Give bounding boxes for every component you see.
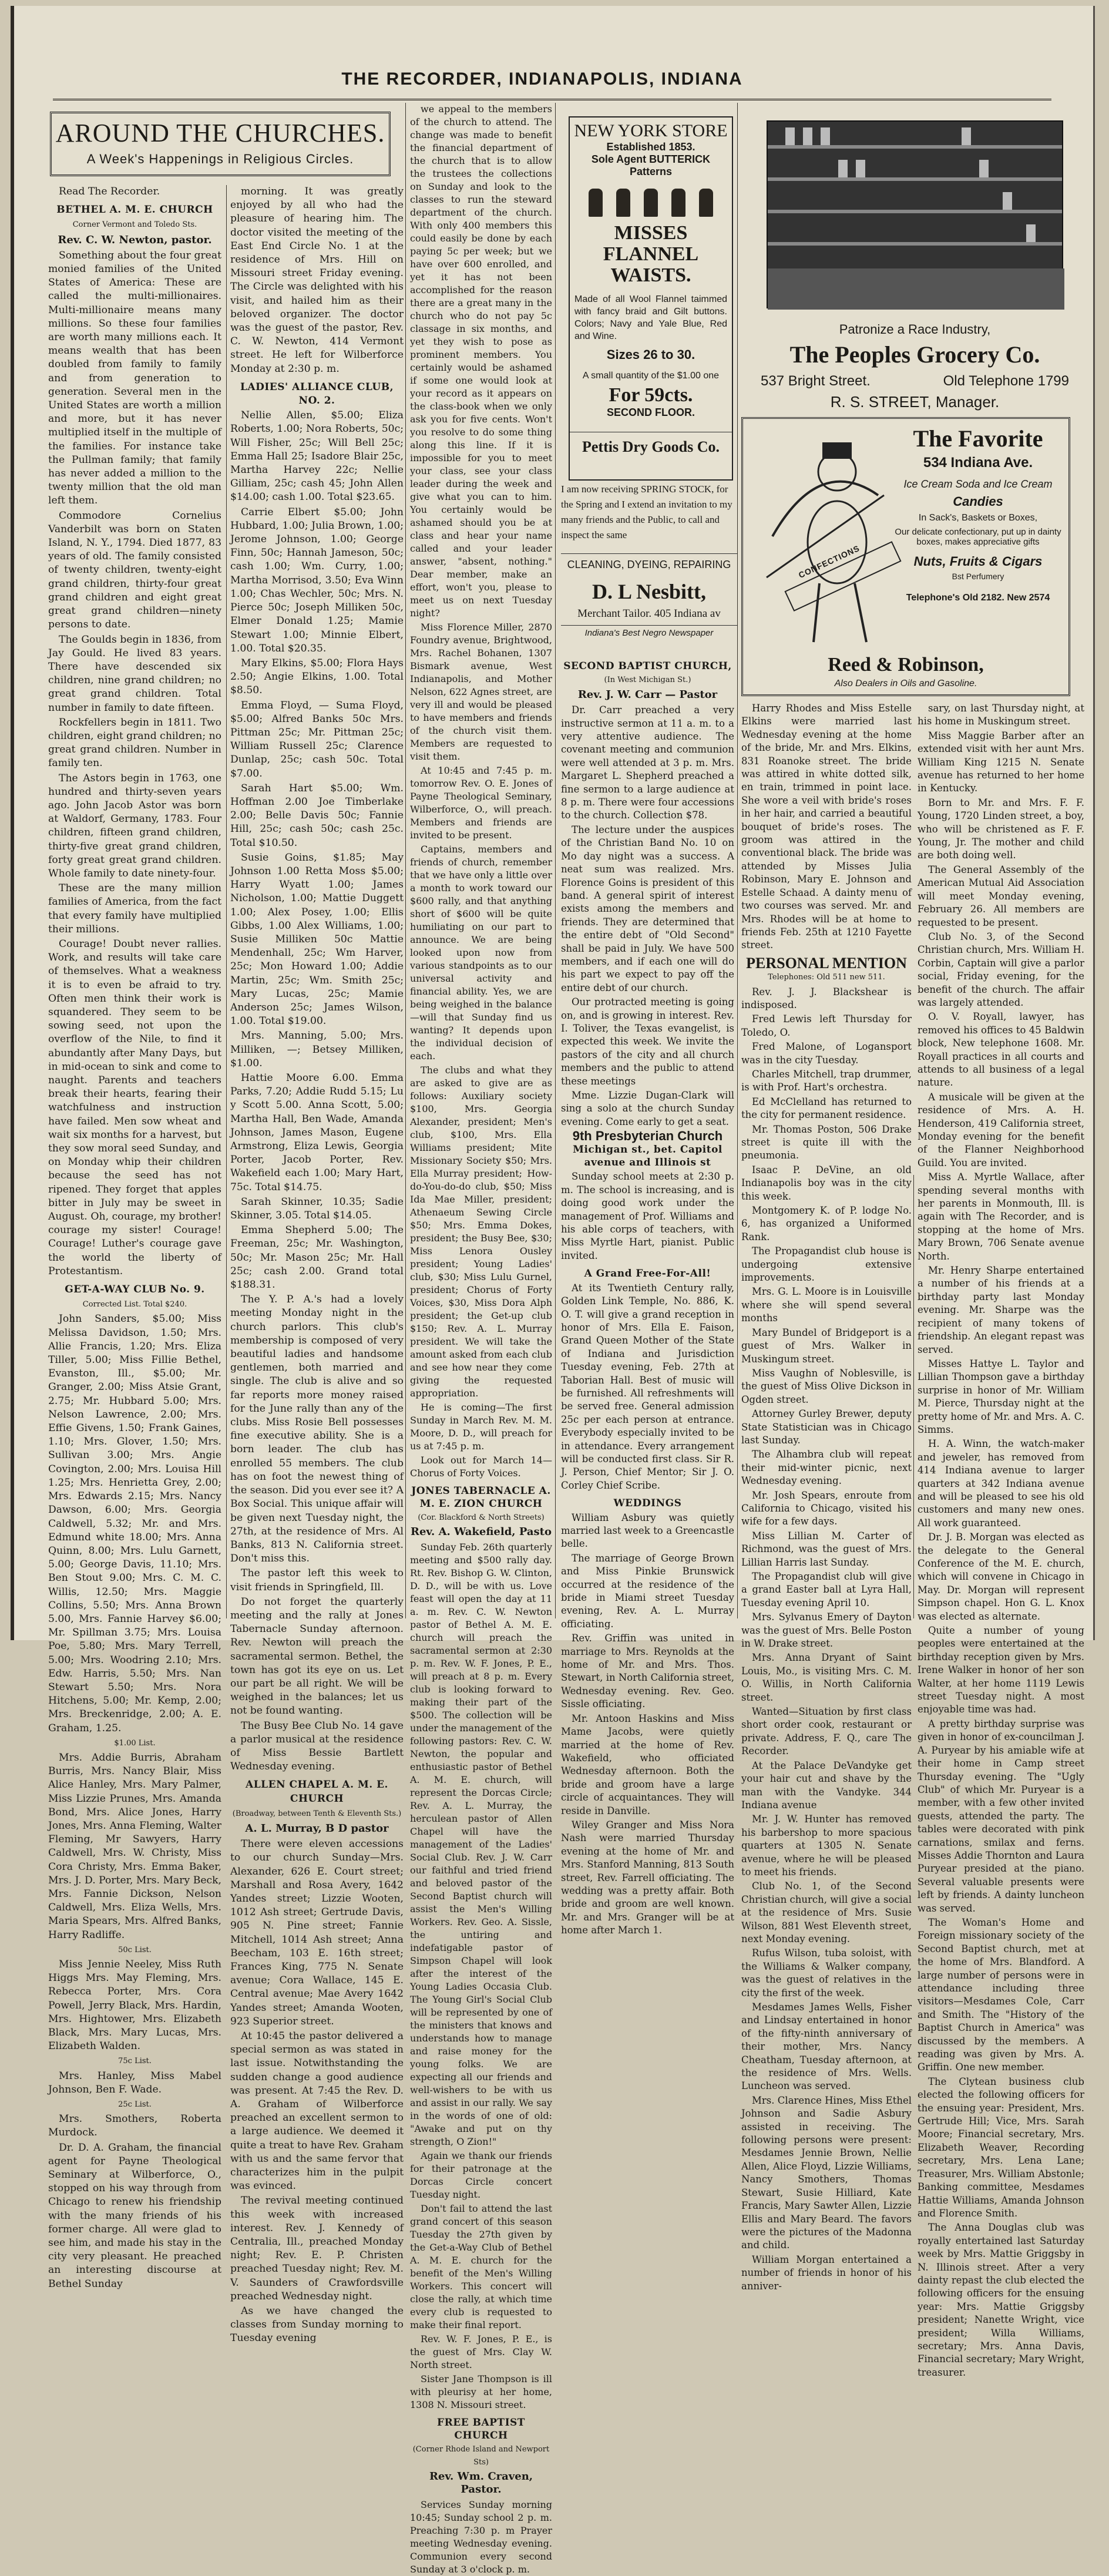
personal-item: Club No. 1, of the Second Christian church, will give a social at the residence of Mrs. Susie Wilson, 881 West Eleventh street, next Monday evening.	[741, 1880, 912, 1944]
second-baptist-heading: SECOND BAPTIST CHURCH,	[563, 660, 732, 672]
feature-subtitle: A Week's Happenings in Religious Circles.	[86, 152, 354, 166]
personal-item: Wanted—Situation by first class short order cook, restaurant or private. Address, F. Q., care The Recorder.	[741, 1706, 912, 1757]
article-paragraph: Wiley Granger and Miss Nora Nash were married Thursday evening at the home of Mr. and Mrs. Stanford Manning, 813 South street, Rev. Farrell officiating. The wedding was a pretty affair. Both bride and groom are well known. Mr. and Mrs. Granger will be at home after March 1.	[561, 1819, 734, 1936]
favorite-line: Bst Perfumery	[952, 572, 1004, 581]
bethel-pastor: Rev. C. W. Newton, pastor.	[58, 233, 212, 246]
second-baptist-location: (In West Michigan St.)	[604, 676, 691, 685]
ninth-presbyterian-heading: 9th Presbyterian Church	[572, 1129, 723, 1144]
article-paragraph: Look out for March 14—Chorus of Forty Voices.	[410, 1455, 552, 1479]
club-list: Emma Floyd, — Suma Floyd, $5.00; Alfred Banks 50c Mrs. Pittman 25c; Mr. Pittman 25c; William Russell 25c; Clarence Dunlap, 25c; cash 50c. Total $7.00.	[230, 699, 404, 780]
personal-item: O. V. Royall, lawyer, has removed his offices to 45 Baldwin block, New telephone 1608. Mr. Royall practices in all courts and attends to all business of a legal nature.	[918, 1011, 1084, 1089]
ad-sizes: Sizes 26 to 30.	[606, 347, 695, 362]
club-list: Mrs. Addie Burris, Abraham Burris, Mrs. Nancy Blair, Miss Alice Hanley, Mrs. Mary Palmer, Miss Lizzie Prunes, Mrs. Amanda Bond, Mrs. Alice Jones, Harry Jones, Mrs. Anna Fleming, Walter Fleming, Mr Sawyers, Harry Caldwell, Mrs. W. Christy, Miss Cora Christy, Mrs. Emma Baker, Mrs. J. D. Porter, Mrs. Mary Beck, Mrs. Fannie Dickson, Nelson Caldwell, Mrs. Eliza Wells, Mrs. Maria Spears, Mrs. Alfred Banks, Harry Radliffe.	[48, 1751, 222, 1941]
article-paragraph: we appeal to the members of the church to attend. The change was made to benefit the financial department of the church that is to allow the trustees the collections on Sunday and look to the classes to run the steward department of the church. With only 400 members this could easily be done by each paying 5c per week; but we have over 600 enrolled, and yet it has not been accomplished for the reason there are a great many in the church who do not pay 5c classage in six months, and yet they wish to pose as prominent members. You certainly would be ashamed if some one would look at your record as it appears on the class-book when we only ask you for five cents. Won't you resolve to do some thing along this line. If it is impossible for you to meet your class, see your class leader during the week and give what you can to him. You certainly would be ashamed should you be at class and hear your name called and your leader answer, "absent, nothing." Dear member, make an effort, won't you, please to meet us on next Tuesday night?	[410, 103, 552, 619]
personal-item: Montgomery K. of P. lodge No. 6, has organized a Uniformed Rank.	[741, 1205, 912, 1242]
allen-location: (Broadway, between Tenth & Eleventh Sts.)	[232, 1809, 402, 1818]
jones-heading: JONES TABERNACLE A. M. E. ZION CHURCH	[411, 1485, 551, 1510]
personal-item: Ed McClelland has returned to the city for permanent residence.	[741, 1096, 912, 1121]
article-paragraph: Don't fail to attend the last grand concert of this season Tuesday the 27th given by the Get-a-Way Club of Bethel A. M. E. church for the benefit of the Men's Willing Workers. This concert will close the rally, at which time every club is requested to make their final report.	[410, 2203, 552, 2330]
column-divider	[913, 1175, 914, 1618]
favorite-line: Our delicate confectionary, put up in dainty boxes, makes appreciative gifts	[895, 527, 1061, 547]
column-6	[918, 702, 1084, 2378]
article-paragraph: morning. It was greatly enjoyed by all who had the pleasure of hearing him. The doctor visited the meeting of the East End Circle No. 1 at the residence of Mrs. Hill on Missouri street Friday evening. The Circle was delighted with his visit, and hailed him as their beloved organizer. The doctor was the guest of the pastor, Rev. C. W. Newton, 414 Vermont street. He left for Wilberforce Monday at 2:30 p. m.	[230, 186, 404, 375]
weddings-heading: WEDDINGS	[613, 1497, 682, 1510]
masthead-rule	[53, 99, 1051, 100]
personal-item: sary, on last Thursday night, at his home in Muskingum street.	[918, 703, 1084, 727]
confections-banner: CONFECTIONS	[797, 543, 861, 580]
club-list: Mrs. Smothers, Roberta Murdock.	[48, 2113, 221, 2139]
article-paragraph: Our protracted meeting is going on, and is growing in interest. Rev. I. Toliver, the Texas evangelist, is expected this week. We invite the pastors of the city and all church members and the public to attend these meetings	[561, 996, 734, 1087]
column-1	[48, 185, 222, 2290]
favorite-name: The Favorite	[913, 425, 1043, 452]
allen-pastor: A. L. Murray, B D pastor	[245, 1822, 389, 1835]
personal-item: Mrs. Sylvanus Emery of Dayton was the guest of Mrs. Belle Poston in W. Drake street.	[741, 1611, 912, 1650]
article-paragraph: The revival meeting continued this week with increased interest. Rev. J. Kennedy of Centralia, Ill., preached Monday night; Rev. E. P. Christen preached Tuesday night; Rev. M. V. Saunders of Crawfordsville preached Wednesday night.	[230, 2195, 404, 2302]
grocery-manager: R. S. STREET, Manager.	[830, 393, 1000, 411]
personal-item: Attorney Gurley Brewer, deputy State Statistician was in Chicago last Sunday.	[741, 1408, 912, 1446]
article-paragraph: The Goulds begin in 1836, from Jay Gould. He lived 83 years. There have descended six children, nine grand children; no great grand children. Total number in family to date fifteen.	[48, 633, 221, 714]
column-4	[561, 655, 734, 1936]
grocery-name: The Peoples Grocery Co.	[789, 341, 1040, 368]
favorite-ad	[741, 417, 1070, 696]
jones-pastor: Rev. A. Wakefield, Pasto	[411, 1526, 552, 1538]
personal-item: The General Assembly of the American Mutual Aid Association will meet Monday evening, February 26. All members are requested to be present.	[918, 864, 1084, 928]
article-paragraph: The marriage of George Brown and Miss Pinkie Brunswick occurred at the residence of the bride in Miami street Tuesday evening, Rev. A. L. Murray officiating.	[561, 1552, 734, 1630]
personal-item: At the Palace DeVandyke get your hair cut and shave by the man with the Vandyke. 344 Indiana avenue	[741, 1759, 912, 1811]
article-paragraph: At 10:45 and 7:45 p. m. tomorrow Rev. O. E. Jones of Payne Theological Seminary, Wilberforce, O., will preach. Members and friends are invited to be present.	[410, 765, 552, 841]
personal-item: Club No. 3, of the Second Christian church, Mrs. William H. Corbin, Captain will give a parlor social, Friday evening, for the benefit of the church. The affair was largely attended.	[918, 931, 1084, 1008]
personal-item: Miss Vaughn of Noblesville, is the guest of Miss Olive Dickson in Ogden street.	[741, 1367, 912, 1405]
waists-illustration-icon	[582, 182, 720, 217]
personal-item: Quite a number of young peoples were entertained at the birthday reception given by Mrs. Irene Walker in honor of her son Walter, at her home 1119 Lewis street Tuesday night. A most enjoyable time was had.	[918, 1625, 1084, 1715]
personal-item: Miss A. Myrtle Wallace, after spending several months with her parents in Monmouth, Ill. is again with The Recorder, and is stopping at the home of Mrs. Mary Brown, 706 Senate avenue North.	[918, 1171, 1084, 1262]
free-baptist-location: (Corner Rhode Island and Newport Sts)	[412, 2445, 550, 2467]
article-paragraph: The Y. P. A.'s had a lovely meeting Monday night in the church parlors. This club's membership is composed of very beautiful ladies and handsome gentlemen, both married and single. The club is alive and so far reports more money raised for the June rally than any of the clubs. Miss Rosie Bell possesses fine executive ability. She is a born leader. The club has enrolled 55 members. The club has on foot the newest thing of the season. Did you ever see it? A Box Social. This unique affair will be given next Tuesday night, the 27th, at the residence of Mrs. Al Banks, 813 N. California street. Don't miss this.	[230, 1294, 404, 1565]
personal-item: Mrs. Clarence Hines, Miss Ethel Johnson and Sadie Asbury assisted in receiving. The following persons were present: Mesdames Jennie Brown, Nellie Allen, Alice Floyd, Lizzie Williams, Nancy Smothers, Thomas Stewart, Susie Hilliard, Kate Francis, Mary Sawter Allen, Lizzie Ellis and Mary Beard. The favors were the pictures of the Madonna and child.	[741, 2094, 912, 2251]
peoples-grocery-ad	[761, 322, 1069, 411]
personal-item: Mary Bundel of Bridgeport is a guest of Mrs. Walker in Muskingum street.	[741, 1326, 912, 1365]
new-york-store-ad	[569, 116, 733, 481]
article-paragraph: Rev. W. F. Jones, P. E., is the guest of Mrs. Clay W. North street.	[410, 2333, 552, 2370]
personal-item: William Morgan entertained a number of friends in honor of his anniver-	[741, 2253, 912, 2292]
column-divider	[555, 103, 556, 1618]
cupid-illustration-icon	[749, 431, 902, 654]
article-paragraph: William Asbury was quietly married last week to a Greencastle belle.	[561, 1512, 734, 1550]
article-paragraph: Captains, members and friends of church, remember that we have only a little over a month to work toward our $600 rally, and that anything short of $600 will be quite humiliating on our part to announce. We are being looked upon now from various standpoints as to our universal activity and financial ability. Yes, we are being weighed in the balance—will that Sunday find us wanting? It depends upon the individual decision of each.	[410, 844, 552, 1062]
list-heading: $1.00 List.	[114, 1738, 156, 1748]
second-baptist-pastor: Rev. J. W. Carr — Pastor	[577, 688, 718, 701]
club-list: Miss Jennie Neeley, Miss Ruth Higgs Mrs. May Fleming, Mrs. Rebecca Porter, Mrs. Cora Powell, Jerry Black, Mrs. Hardin, Mrs. Hightower, Mrs. Elizabeth Black, Mrs. Mary Lucas, Mrs. Elizabeth Walden.	[48, 1959, 221, 2053]
personal-item: Mr. Josh Spears, enroute from California to Chicago, visited his wife for a few days.	[741, 1489, 912, 1527]
tailor-text: I am now receiving SPRING STOCK, for the Spring and I extend an invitation to my many friends and the Public, to call and inspect the same	[561, 483, 732, 540]
personal-item: Fred Lewis left Thursday for Toledo, O.	[741, 1013, 912, 1038]
favorite-phone: Telephone's Old 2182. New 2574	[906, 593, 1050, 603]
article-paragraph: The clubs and what they are asked to give are as follows: Auxiliary society $100, Mrs. Georgia Alexander, president; Men's club, $100, Mrs. Ella Williams president; Mite Missionary Society $50; Mrs. Ella Murray president; How-do-You-do-do club, $50; Miss Ida Mae Miller, president; Athenaeum Sewing Circle $50; Mrs. Emma Dokes, president; the Busy Bee, $30; Miss Lenora Ousley president; Young Ladies' club, $30; Miss Lulu Gurnel, president; Chorus of Forty Voices, $30, Miss Dora Alph president; the Get-up club $150; Rev. A. L. Murray president. We will take the amount asked from each club and see how near they come giving the requested appropriation.	[410, 1064, 552, 1399]
article-paragraph: Services Sunday morning 10:45; Sunday school 2 p. m. Preaching 7:30 p. m Prayer meeting Wednesday evening. Communion every second Sunday at 3 o'clock p. m.	[410, 2499, 552, 2575]
club-list: John Sanders, $5.00; Miss Melissa Davidson, 1.50; Mrs. Allie Francis, 1.20; Mrs. Eliza Tiller, 5.00; Miss Fillie Bethel, Evanston, Ill., $5.00; Mr. Granger, 2.00; Miss Atsie Grant, 2.75; Mr. Hubbard 5.00; Mrs. Nelson Lawrence, 2.00; Mrs. Effie Givens, 1.50; Frank Gaines, 1.10; Mrs. Glover, 1.50; Mrs. Sullivan 3.00; Mrs. Angie Covington, 2.00; Mrs. Louisa Hill 1.25; Mrs. Henrietta Grey, 2.00; Mrs. Edwards 2.15; Mrs. Nancy Dawson, 6.00; Mrs. Georgia Caldwell, 5.32; Mr. and Mrs. Edmund white 18.00; Mrs. Anna Quinn, 8.00; Mrs. Lulu Garnett, 5.00; George Davis, 11.10; Mrs. Ben Stout 9.00; Mrs. C. M. C. Willis, 12.50; Mrs. Maggie Collins, 5.50; Mrs. Anna Brown 5.00, Mrs. Fannie Harvey $6.00; Mr. Spillman 3.75; Mrs. Louisa Poe, 5.80; Mrs. Mary Terrell, 5.00; Mrs. Woodring 2.10; Mrs. Edw. Harris, 5.50; Mrs. Nan Stewart 5.50; Mrs. Nora Hitchens, 5.00; Mr. Kemp, 2.00; Mrs. Breckenridge, 2.00; A. E. Graham, 1.25.	[48, 1313, 221, 1734]
article-paragraph: Courage! Doubt never rallies. Work, and results will take care of themselves. What a weakness it is to even be afraid to try. Often men think their work is squandered. They seem to be sowing seed, not upon the overflow of the Nile, to find it abundantly after Many Days, but in mid-ocean to sink and come to naught. Parents and teachers break their hearts, fearing their watchfulness and instruction have failed. Men sow wheat and wait six months for a harvest, but they sow moral seed Sunday, and on Monday whip their children because the seed has not ripened. They forget that apples bitter in July may be sweet in August. Oh, courage, my brother! courage my sister! Courage! Courage! Luther's courage gave the world the liberty of Protestantism.	[48, 938, 221, 1277]
column-5	[741, 702, 912, 2292]
article-paragraph: Mr. Antoon Haskins and Miss Mame Jacobs, were quietly married at the home of Rev. Wakefield, who officiated Wednesday afternoon. Both the bride and groom have a large circle of acquaintances. They will reside in Danville.	[561, 1712, 734, 1816]
personal-item: Mesdames James Wells, Fisher and Lindsay entertained in honor of the fifty-ninth anniversary of their mother, Mrs. Nancy Cheatham, Tuesday afternoon, at the residence of Mrs. Wells. Luncheon was served.	[741, 2001, 912, 2092]
ad-quantity: A small quantity of the $1.00 one	[582, 371, 720, 381]
article-paragraph: As we have changed the classes from Sunday morning to Tuesday evening	[230, 2305, 404, 2345]
feature-heading	[50, 112, 391, 176]
article-paragraph: Mme. Lizzie Dugan-Clark will sing a solo at the church Sunday evening. Come early to get a seat.	[561, 1090, 734, 1127]
feature-title: AROUND THE CHURCHES.	[55, 119, 385, 147]
article-paragraph: Do not forget the quarterly meeting and the rally at Jones Tabernacle Sunday afternoon. Rev. Newton will preach the sacramental sermon. Bethel, the town has got its eye on us. Let our part be all right. We will be weighed in the balances; let us not be found wanting.	[230, 1596, 404, 1717]
club-list: Emma Shepherd 5.00; The Freeman, 25c; Mr. Washington, 50c; Mr. Mason 25c; Mr. Hall 25c; cash 2.00. Grand total $188.31.	[230, 1224, 404, 1291]
personal-item: A pretty birthday surprise was given in honor of ex-councilman J. A. Puryear by his amiable wife at their home in Camp street Thursday evening. The "Ugly Club" of which Mr. Puryear is a member, with a few other invited guests, attended the party. The tables were decorated with pink carnations, smilax and ferns. Misses Addie Thornton and Laura Puryear presided at the piano. Several valuable presents were left by friends. A dainty luncheon was served.	[918, 1718, 1084, 1914]
personal-item: Rev. J. J. Blackshear is indisposed.	[741, 986, 912, 1010]
grocery-store-photo	[767, 120, 1063, 308]
article-paragraph: At its Twentieth Century rally, Golden Link Temple, No. 886, K. O. T. will give a grand reception in honor of Mrs. Ella E. Faison, Grand Queen Mother of the State of Indiana and Jurisdiction Tuesday evening, Feb. 27th at Taborian Hall. Best of music will be furnished. All refreshments will be served free. General admission 25c per each person at entrance. Everybody especially invited to be in attendance. Every arrangement will be conducted first class. Sir R. J. Person, Chief Mentor; Sir J. O. Corley Chief Scribe.	[561, 1282, 734, 1491]
personal-item: Miss Maggie Barber after an extended visit with her aunt Mrs. William King 1215 N. Senate avenue has returned to her home in Kentucky.	[918, 730, 1084, 794]
article-paragraph: Something about the four great monied families of the United States of America: These are called the multi-millionaires. Multi-millionaire means many millions. So these four families are worth many millions each. It means wealth that has been doubled from family to family and from generation to generation. Several men in the United States are worth a million and more, but it has never multiplied itself in the multiple of the families. For instance take the Pullman family; that family has never added a million to the twenty million that the old man left them.	[48, 249, 221, 507]
tailor-services: CLEANING, DYEING, REPAIRING	[561, 553, 737, 571]
article-paragraph: Dr. D. A. Graham, the financial agent for Payne Theological Seminary at Wilberforce, O., stopped on his way through from Chicago to renew his friendship with the many friends of his former charge. All were glad to see him, and made his stay in the city very pleasant. He preached an interesting discourse at Bethel Sunday	[48, 2141, 221, 2290]
column-divider	[405, 103, 406, 1618]
ad-agent: Sole Agent BUTTERICK Patterns	[591, 153, 711, 177]
club-heading: LADIES' ALLIANCE CLUB, NO. 2.	[240, 381, 394, 407]
personal-item: Mr. Thomas Poston, 506 Drake street is quite ill with the pneumonia.	[741, 1123, 912, 1161]
paper-slogan: Indiana's Best Negro Newspaper	[561, 625, 737, 638]
personal-item: Mr. J. W. Hunter has removed his barbershop to more spacious quarters at 1305 N. Senate avenue, where he will be pleased to meet his friends.	[741, 1813, 912, 1878]
favorite-also: Also Dealers in Oils and Gasoline.	[834, 679, 977, 688]
personal-item: Misses Hattye L. Taylor and Lillian Thompson gave a birthday surprise in honor of Mr. William M. Pierce, Thursday night at the pretty home of Mr. and Mrs. A. C. Simms.	[918, 1358, 1084, 1435]
club-list: Mary Elkins, $5.00; Flora Hays 2.50; Angie Elkins, 1.00. Total $8.50.	[230, 657, 404, 697]
column-2	[230, 185, 404, 2345]
grocery-phone: Old Telephone 1799	[943, 373, 1069, 389]
free-baptist-pastor: Rev. Wm. Craven, Pastor.	[429, 2470, 533, 2496]
read-note: Read The Recorder.	[59, 186, 160, 197]
personal-item: Fred Malone, of Logansport was in the city Tuesday.	[741, 1041, 912, 1066]
article-paragraph: These are the many million families of America, from the fact that every family have multiplied their millions.	[48, 882, 221, 935]
personal-item: Charles Mitchell, trap drummer, is with Prof. Hart's orchestra.	[741, 1068, 912, 1093]
grocery-address: 537 Bright Street.	[761, 373, 871, 389]
club-list: Mrs. Hanley, Miss Mabel Johnson, Ben F. Wade.	[48, 2070, 221, 2095]
personal-item: Born to Mr. and Mrs. F. F. Young, 1720 Linden street, a boy, who will be christened as F. F. Young, Jr. The mother and child are both doing well.	[918, 797, 1084, 861]
bethel-heading: BETHEL A. M. E. CHURCH	[56, 204, 213, 216]
club-heading: GET-A-WAY CLUB No. 9.	[65, 1284, 205, 1296]
club-list: Mrs. Manning, 5.00; Mrs. Milliken, —; Betsey Milliken, $1.00.	[230, 1030, 404, 1069]
ad-store-title: NEW YORK STORE	[574, 121, 728, 140]
favorite-line: In Sack's, Baskets or Boxes,	[918, 513, 1038, 523]
article-paragraph: Commodore Cornelius Vanderbilt was born on Staten Island, N. Y., 1794. Died 1877, 83 years of old. The family consisted of twenty children, twenty-eight grand children, thirty-four great grand children and eight great great grand children—ninety persons to date.	[48, 509, 221, 631]
personal-item: The Anna Douglas club was royally entertained last Saturday week by Mrs. Mattie Griggsby in N. Illinois street. After a very dainty repast the club elected the following officers for the ensuing year: Mrs. Mattie Griggsby president; Nanette Wright, vice president; Willa Williams, secretary; Mrs. Anna Davis, Financial secretary; Mary Wright, treasurer.	[918, 2222, 1084, 2378]
club-list: Sarah Skinner, 10.35; Sadie Skinner, 3.05. Total $14.05.	[230, 1195, 404, 1222]
list-heading: 75c List.	[118, 2057, 152, 2066]
free-for-all-heading: A Grand Free-For-All!	[584, 1268, 711, 1280]
personal-item: Isaac P. DeVine, an old Indianapolis boy was in the city this week.	[741, 1164, 912, 1202]
column-divider	[226, 185, 227, 1618]
personal-item: The Propagandist club will give a grand Easter ball at Lyra Hall, Tuesday evening April 10.	[741, 1571, 912, 1608]
club-list: Sarah Hart $5.00; Wm. Hoffman 2.00 Joe Timberlake 2.00; Belle Davis 50c; Fannie Hill, 25c; cash 50c; cash 25c. Total $10.50.	[230, 782, 404, 849]
personal-mention-heading: PERSONAL MENTION	[746, 954, 907, 972]
personal-item: Mrs. Anna Dryant of Saint Louis, Mo., is visiting Mrs. C. M. O. Willis, in North California street.	[741, 1652, 912, 1703]
favorite-line: Ice Cream Soda and Ice Cream	[903, 478, 1053, 490]
club-list: Nellie Allen, $5.00; Eliza Roberts, 1.00; Nora Roberts, 50c; Will Fisher, 25c; Will Bell 25c; Emma Hall 25; Isadore Blair 25c, Martha Harvey 22c; Nellie Gilliam, 25c; cash 45; John Allen $14.00; cash 1.00. Total $23.65.	[230, 409, 404, 503]
list-heading: 25c List.	[118, 2100, 152, 2110]
article-paragraph: Harry Rhodes and Miss Estelle Elkins were married last Wednesday evening at the home of the bride, Mr. and Mrs. Elkins, 831 Roanoke street. The bride was attired in white dotted silk, en train, trimmed in point lace. She wore a veil with bride's roses in her hair, and carried a beautiful bouquet of bride's roses. The groom was attired in the conventional black. The bride was attended by Misses Julia Robinson, Mary E. Johnson and Estelle Schaad. A dainty menu of two courses was served. Mr. and Mrs. Rhodes will be at home to friends Feb. 25th at 1210 Fayette street.	[741, 703, 912, 951]
article-paragraph: Miss Florence Miller, 2870 Foundry avenue, Brightwood, Mrs. Rachel Bohanen, 1307 Bismark avenue, West Indianapolis, and Mother Nelson, 622 Agnes street, are very ill and would be pleased to have members and friends of the church visit them. Members are requested to visit them.	[410, 622, 552, 762]
ad-store-name: Pettis Dry Goods Co.	[570, 432, 732, 456]
telephones: Telephones: Old 511 new 511.	[768, 973, 885, 982]
personal-item: H. A. Winn, the watch-maker and jeweler, has removed from 414 Indiana avenue to larger quarters at 342 Indiana avenue and will be pleased to see his old customers and many new ones. All work guaranteed.	[918, 1438, 1084, 1529]
tailor-ad	[561, 482, 737, 638]
ad-floor: SECOND FLOOR.	[606, 407, 695, 418]
favorite-line: Candies	[953, 494, 1003, 509]
column-divider	[737, 103, 738, 1618]
ad-headline: MISSES FLANNEL WAISTS.	[603, 222, 699, 286]
article-paragraph: At 10:45 the pastor delivered a special sermon as was stated in last issue. Notwithstanding the sudden change a good audience was present. At 7:45 the Rev. D. A. Graham of Wilberforce preached an excellent sermon to a large audience. We deemed it quite a treat to have Rev. Graham with us and the same fervor that characterizes him in the pulpit was evinced.	[230, 2030, 404, 2192]
article-paragraph: Sister Jane Thompson is ill with pleurisy at her home, 1308 N. Missouri street.	[410, 2373, 552, 2410]
personal-item: The Alhambra club will repeat their mid-winter picnic, next Wednesday evening.	[741, 1449, 912, 1487]
article-paragraph: The lecture under the auspices of the Christian Band No. 10 on Mo day night was a success. A neat sum was realized. Mrs. Florence Goins is president of this band. A general spirit of interest exists among the members and friends. They are determined that the entire debt of "Old Second" shall be paid in July. We have 500 members, and if each one will do his part we expect to pay off the entire debt of our church.	[561, 824, 734, 993]
article-paragraph: Rev. Griffin was united in marriage to Mrs. Reynolds at the home of Mr. and Mrs. Thos. Stewart, in North California street, Wednesday evening. Rev. Geo. Sissle officiating.	[561, 1633, 734, 1710]
free-baptist-heading: FREE BAPTIST CHURCH	[437, 2417, 525, 2441]
article-paragraph: Sunday school meets at 2:30 p. m. The school is increasing, and is doing good work under the management of Prof. Williams and his able corps of teachers, with Miss Myrtle Hart, pianist. Public invited.	[561, 1171, 734, 1261]
article-paragraph: Sunday Feb. 26th quarterly meeting and $500 rally day. Rt. Rev. Bishop G. W. Clinton, D. D., will be with us. Love feast will open the day at 11 a. m. Rev. C. W. Newton pastor of Bethel A. M. E. church will preach the sacramental sermon at 2:30 p. m. Rev. W. F. Jones, P. E., will preach at 8 p. m. Every club is looking forward to making their part of the $500. The collection will be under the management of the following pastors: Rev. C. W. Newton, the popular and enthusiastic pastor of Bethel A. M. E. church, will represent the Dorcas Circle; Rev. A. L. Murray, the herculean pastor of Allen Chapel will have the management of the Ladies' Social Club. Rev. J. W. Carr our faithful and tried friend and beloved pastor of the Second Baptist church will assist the Men's Willing Workers. Rev. Geo. A. Sissle, the untiring and indefatigable pastor of Simpson Chapel will look after the interest of the Young Ladies Occasia Club. The Young Girl's Social Club will be represented by one of the ministers that knows and understands how to manage and raise money for the young folks. We are expecting all our friends and well-wishers to be with us and assist in our rally. We say in the words of one of old: "Awake and put on thy strength, O Zion!"	[410, 1541, 552, 2147]
club-list: Susie Goins, $1.85; May Johnson 1.00 Retta Moss $5.00; Harry Wyatt 1.00; James Nicholson, 1.00; Mattie Duggett 1.00; Alex Posey, 1.00; Ellis Gibbs, 1.00 Alex Williams, 1.00; Susie Milliken 50c Mattie Mendenhall, 25c; Wm Harver, 25c; Mon Howard 1.00; Addie Martin, 25c; Wm. Smith 25c; Mary Lucas, 25c; Mamie Anderson 25c; James Wilson, 1.00. Total $19.00.	[230, 851, 404, 1027]
article-paragraph: The Astors begin in 1763, one hundred and thirty-seven years ago. John Jacob Astor was born at Waldorf, Germany, 1783. Four children, fifteen grand children, thirty-five great grand children, forty great great grand children. Whole family to date ninety-four.	[48, 772, 221, 879]
personal-item: Dr. J. B. Morgan was elected as the delegate to the General Conference of the M. E. church, which will convene in Chicago in May. Dr. Morgan will represent Simpson chapel. Hon G. L. Knox was elected as alternate.	[918, 1532, 1084, 1622]
tailor-address: Merchant Tailor. 405 Indiana av	[577, 607, 721, 620]
tailor-name: D. L Nesbitt,	[592, 580, 706, 603]
ad-price: For 59cts.	[609, 384, 693, 406]
personal-item: The Propagandist club house is undergoing extensive improvements.	[741, 1245, 912, 1284]
club-list: Carrie Elbert $5.00; John Hubbard, 1.00; Julia Brown, 1.00; Jerome Johnson, 1.00; George Finn, 50c; Hannah Jameson, 50c; cash 1.00; Wm. Curry, 1.00; Martha Morrisod, 3.50; Eva Winn 1.00; Chas Wechler, 50c; Mrs. N. Pierce 50c; Joseph Milliken 50c, Elmer Donald 1.25; Mamie Stewart 1.00; Minnie Elbert, 1.00. Total $20.35.	[230, 506, 404, 654]
article-paragraph: There were eleven accessions to our church Sunday—Mrs. Alexander, 626 E. Court street; Marshall and Rosa Avery, 1642 Yandes street; Lizzie Wooten, 1012 Ash street; Gertrude Davis, 905 N. Pine street; Fannie Mitchell, 1014 Ash street; Anna Beecham, 103 E. 16th street; Frances King, 775 N. Senate avenue; Cora Wallace, 145 E. Central avenue; Mae Avery 1642 Yandes street; Amanda Wooten, 923 Superior street.	[230, 1838, 404, 2027]
personal-item: The Clytean business club elected the following officers for the ensuing year: President, Mrs. Gertrude Hill; Vice, Mrs. Sarah Moore; Financial secretary, Mrs. Elizabeth Weaver, Recording secretary, Mrs. Lena Lane; Treasurer, Mrs. William Abstonle; Banking committee, Mesdames Hattie Williams, Amanda Johnson and Florence Smith.	[918, 2075, 1084, 2219]
article-paragraph: The Busy Bee Club No. 14 gave a parlor musical at the residence of Miss Bessie Bartlett Wednesday evening.	[230, 1719, 404, 1773]
club-total: Corrected List. Total $240.	[82, 1300, 187, 1309]
favorite-owners: Reed & Robinson,	[828, 654, 984, 676]
personal-item: Rufus Wilson, tuba soloist, with the Williams & Walker company, was the guest of relatives in the city the first of the week.	[741, 1947, 912, 1999]
ninth-presbyterian-location: Michigan st., bet. Capitol avenue and Illinois st	[573, 1143, 722, 1169]
masthead: THE RECORDER, INDIANAPOLIS, INDIANA	[341, 69, 743, 89]
article-paragraph: The pastor left this week to visit friends in Springfield, Ill.	[230, 1567, 404, 1593]
grocery-tagline: Patronize a Race Industry,	[839, 322, 991, 337]
favorite-line: Nuts, Fruits & Cigars	[913, 554, 1043, 569]
personal-item: Miss Lillian M. Carter of Richmond, was the guest of Mrs. Lillian Harris last Sunday.	[741, 1530, 912, 1568]
list-heading: 50c List.	[118, 1945, 152, 1954]
jones-location: (Cor. Blackford & North Streets)	[418, 1513, 545, 1522]
ad-established: Established 1853.	[606, 141, 695, 153]
article-paragraph: Again we thank our friends for their patronage at the Dorcas Circle concert Tuesday night.	[410, 2150, 552, 2200]
allen-heading: ALLEN CHAPEL A. M. E. CHURCH	[246, 1779, 388, 1805]
favorite-address: 534 Indiana Ave.	[923, 455, 1033, 471]
column-3	[410, 103, 552, 2575]
ad-description: Made of all Wool Flannel taimmed with fancy braid and Gilt buttons. Colors; Navy and Yale Blue, Red and Wine.	[574, 294, 727, 341]
bethel-location: Corner Vermont and Toledo Sts.	[72, 220, 197, 230]
personal-item: Mr. Henry Sharpe entertained a number of his friends at a birthday party last Monday evening. Mr. Sharpe was the recipient of many tokens of friendship. An elegant repast was served.	[918, 1265, 1084, 1355]
article-paragraph: Rockfellers begin in 1811. Two children, eight grand children; no great grand children. Number in family ten.	[48, 716, 222, 770]
personal-item: Mrs. G. L. Moore is in Louisville where she will spend several months	[741, 1286, 912, 1324]
article-paragraph: Dr. Carr preached a very instructive sermon at 11 a. m. to a very attentive audience. The covenant meeting and communion were well attended at 3 p. m. Mrs. Margaret L. Shepherd preached a fine sermon to a large audience at 8 p. m. There were four accessions to the church. Collection $78.	[561, 704, 734, 821]
personal-item: A musicale will be given at the residence of Mrs. A. H. Henderson, 419 California street, Monday evening for the benefit of the Flanner Neighborhood Guild. You are invited.	[918, 1091, 1084, 1168]
personal-item: The Woman's Home and Foreign missionary society of the Second Baptist church, met at the home of Mrs. Blandford. A large number of persons were in attendance including three visitors—Mesdames Cole, Carr and Smith. The "History of the Baptist Church in America" was discussed by the members. A reading was given by Mrs. A. Griffin. One new member.	[918, 1916, 1084, 2073]
club-list: Hattie Moore 6.00. Emma Parks, 7.20; Addie Rudd 5.15; Lu y Scott 5.00. Anna Scott, 5.00; Martha Hall, Ben Wade, Amanda Johnson, James Mason, Eugene Armstrong, Eliza Lewis, Georgia Porter, Jacob Porter, Rev. Wakefield each 1.00; Mary Hart, 75c. Total $14.75.	[230, 1072, 404, 1193]
article-paragraph: He is coming—The first Sunday in March Rev. M. M. Moore, D. D., will preach for us at 7:45 p. m.	[410, 1402, 552, 1452]
